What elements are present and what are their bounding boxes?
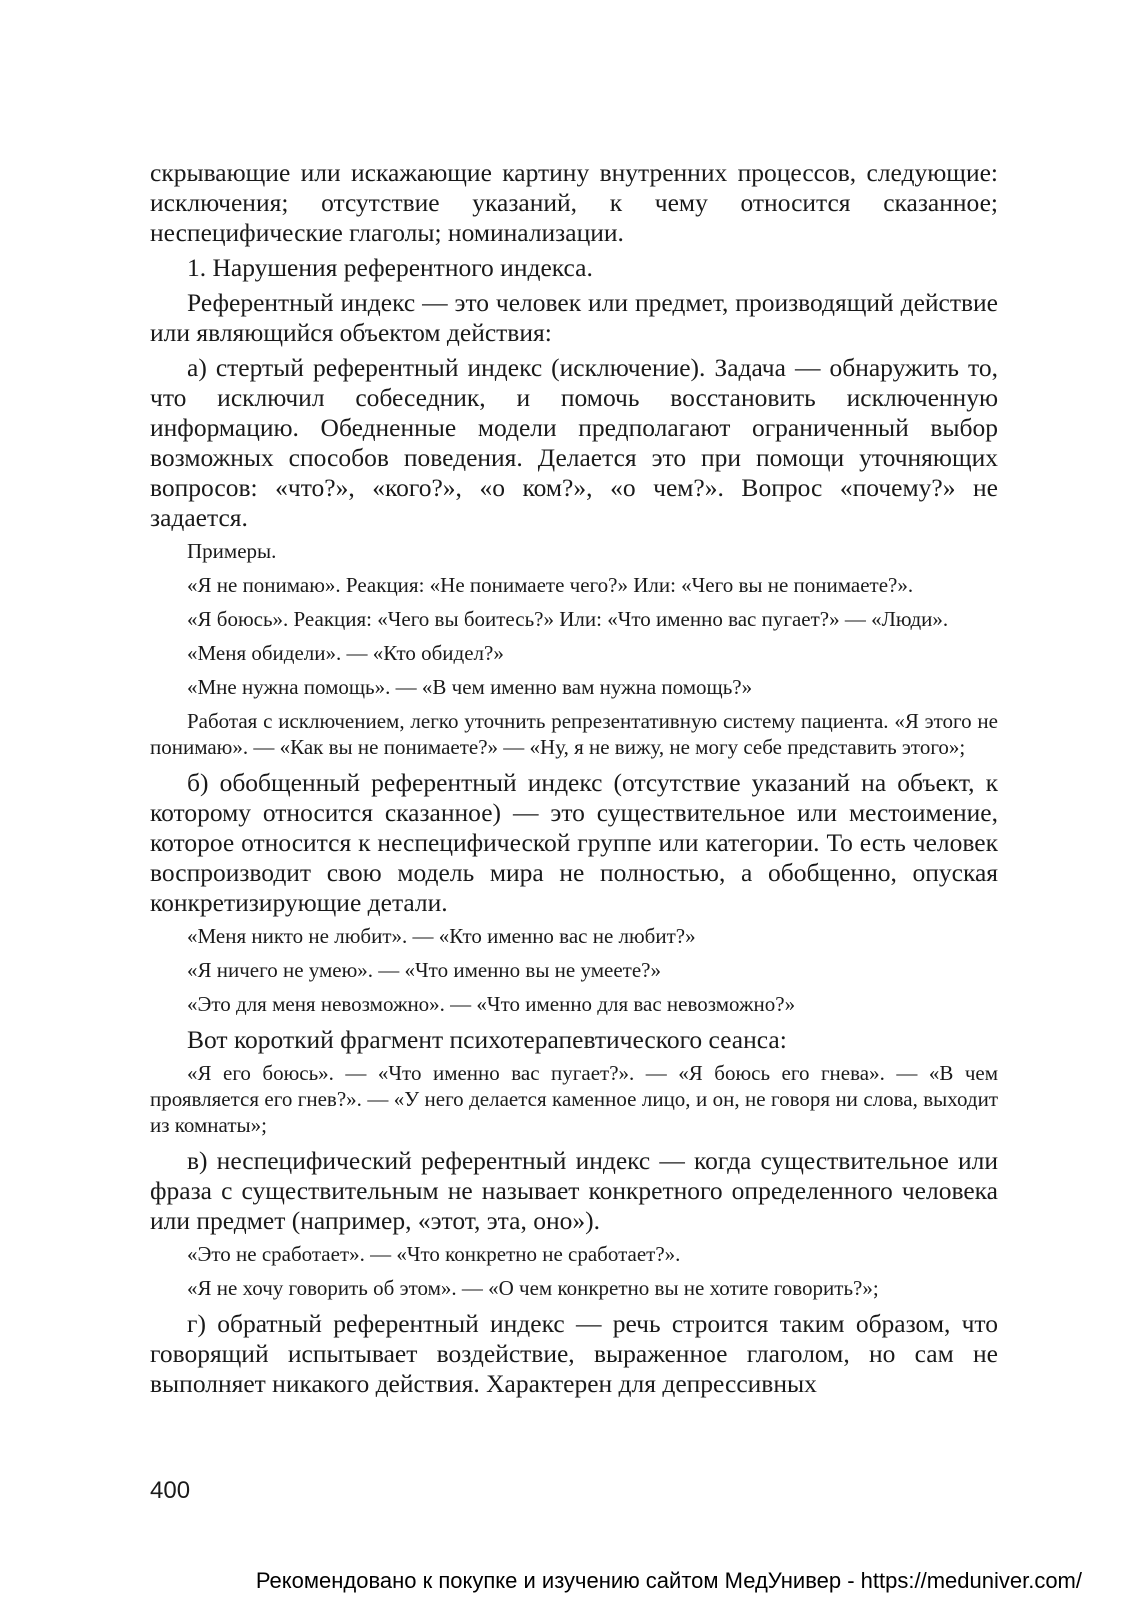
example-paragraph: «Меня обидели». — «Кто обидел?»: [187, 641, 504, 665]
paragraph: в) неспецифический референтный индекс — когда существительное или фраза с существительным не называет конкретного определенного человека или предмет (например, «этот, эта, оно»).: [150, 1146, 998, 1235]
example-paragraph: «Это для меня невозможно». — «Что именно для вас невозможно?»: [187, 992, 796, 1016]
examples-label: Примеры.: [187, 539, 277, 563]
example-paragraph: Работая с исключением, легко уточнить репрезентативную систему пациента. «Я этого не понимаю». — «Как вы не понимаете?» — «Ну, я не вижу, не могу себе представить этого»;: [150, 709, 998, 759]
page-number: 400: [150, 1477, 191, 1504]
example-paragraph: «Это не сработает». — «Что конкретно не сработает?».: [187, 1242, 681, 1266]
paragraph: б) обобщенный референтный индекс (отсутствие указаний на объект, к которому относится сказанное) — это существительное или местоимение, которое относится к неспецифической группе или категории. То есть человек воспроизводит свою модель мира не полностью, а обобщенно, опуская конкретизирующие детали.: [150, 768, 998, 917]
paragraph: скрывающие или искажающие картину внутренних процессов, следующие: исключения; отсутствие указаний, к чему относится сказанное; неспецифические глаголы; номинализации.: [150, 158, 998, 247]
paragraph: а) стертый референтный индекс (исключение). Задача — обнаружить то, что исключил собеседник, и помочь восстановить исключенную информацию. Обедненные модели предполагают ограниченный выбор возможных способов поведения. Делается это при помощи уточняющих вопросов: «что?», «кого?», «о ком?», «о чем?». Вопрос «почему?» не задается.: [150, 353, 998, 532]
footer-watermark: Рекомендовано к покупке и изучению сайтом МедУнивер - https://meduniver.com/: [255, 1568, 1082, 1593]
example-paragraph: «Я не понимаю». Реакция: «Не понимаете чего?» Или: «Чего вы не понимаете?».: [187, 573, 914, 597]
example-paragraph: «Я боюсь». Реакция: «Чего вы боитесь?» Или: «Что именно вас пугает?» — «Люди».: [187, 607, 949, 631]
example-paragraph: «Меня никто не любит». — «Кто именно вас не любит?»: [187, 924, 696, 948]
section-heading: 1. Нарушения референтного индекса.: [187, 253, 593, 282]
body-text: [150, 158, 998, 1399]
example-paragraph: «Мне нужна помощь». — «В чем именно вам нужна помощь?»: [187, 675, 753, 699]
paragraph: г) обратный референтный индекс — речь строится таким образом, что говорящий испытывает воздействие, выраженное глаголом, но сам не выполняет никакого действия. Характерен для депрессивных: [150, 1309, 998, 1398]
paragraph: Вот короткий фрагмент психотерапевтического сеанса:: [187, 1025, 787, 1054]
example-paragraph: «Я не хочу говорить об этом». — «О чем конкретно вы не хотите говорить?»;: [187, 1276, 879, 1300]
example-paragraph: «Я его боюсь». — «Что именно вас пугает?». — «Я боюсь его гнева». — «В чем проявляется его гнев?». — «У него делается каменное лицо, и он, не говоря ни слова, выходит из комнаты»;: [150, 1061, 998, 1137]
paragraph: Референтный индекс — это человек или предмет, производящий действие или являющийся объектом действия:: [150, 288, 998, 347]
example-paragraph: «Я ничего не умею». — «Что именно вы не умеете?»: [187, 958, 661, 982]
